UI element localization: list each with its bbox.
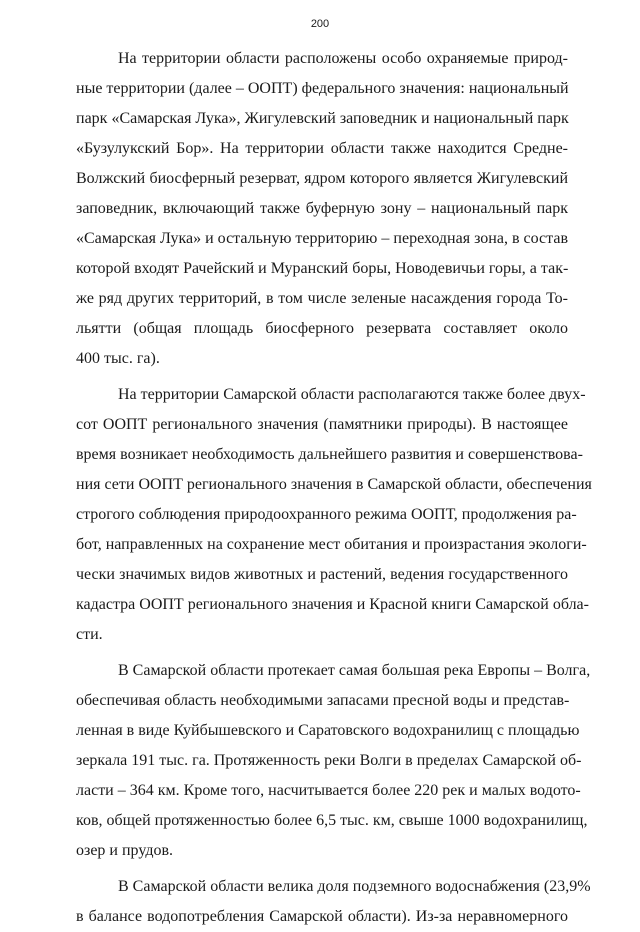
text-line: «Самарская Лука» и остальную территорию – переходная зона, в состав (76, 230, 568, 247)
text-line: время возникает необходимость дальнейшего развития и совершенствова- (76, 446, 583, 463)
text-line: сот ООПТ регионального значения (памятники природы). В настоящее (76, 416, 568, 433)
text-line: которой входят Рачейский и Муранский боры, Новодевичьи горы, а так- (76, 260, 569, 277)
text-line: льятти (общая площадь биосферного резервата составляет около (76, 320, 568, 337)
paragraph-3 (76, 656, 591, 866)
paragraph-1 (76, 44, 568, 374)
text-line: бот, направленных на сохранение мест обитания и произрастания экологи- (76, 536, 587, 553)
text-line: На территории области расположены особо охраняемые природ- (118, 50, 568, 67)
body-text (76, 44, 592, 932)
text-line: озер и прудов. (76, 842, 174, 859)
text-line: зеркала 191 тыс. га. Протяженность реки Волги в пределах Самарской об- (76, 752, 582, 769)
text-line: В Самарской области велика доля подземного водоснабжения (23,9% (118, 878, 591, 895)
text-line: ные территории (далее – ООПТ) федерального значения: национальный (76, 80, 569, 97)
page-number: 200 (310, 18, 330, 30)
text-line: 400 тыс. га). (76, 350, 160, 367)
text-line: На территории Самарской области располагаются также более двух- (118, 386, 586, 403)
text-line: кадастра ООПТ регионального значения и Красной книги Самарской обла- (76, 596, 589, 613)
text-line: ков, общей протяженностью более 6,5 тыс. км, свыше 1000 водохранилищ, (76, 812, 588, 829)
text-line: строгого соблюдения природоохранного режима ООПТ, продолжения ра- (76, 506, 577, 523)
text-line: В Самарской области протекает самая большая река Европы – Волга, (118, 662, 591, 679)
text-line: ласти – 364 км. Кроме того, насчитывается более 220 рек и малых водото- (76, 782, 581, 799)
text-line: в балансе водопотребления Самарской области). Из-за неравномерного (76, 908, 568, 925)
paragraph-2 (76, 380, 592, 650)
text-line: обеспечивая область необходимыми запасами пресной воды и представ- (76, 692, 570, 709)
text-line: ния сети ООПТ регионального значения в Самарской области, обеспечения (76, 476, 592, 493)
text-line: чески значимых видов животных и растений, ведения государственного (76, 566, 568, 583)
text-line: парк «Самарская Лука», Жигулевский заповедник и национальный парк (76, 110, 569, 127)
text-line: ленная в виде Куйбышевского и Саратовского водохранилищ с площадью (76, 722, 580, 739)
text-line: заповедник, включающий также буферную зону – национальный парк (76, 200, 568, 217)
text-line: же ряд других территорий, в том числе зеленые насаждения города То- (76, 290, 568, 307)
text-line: сти. (76, 626, 103, 643)
paragraph-4 (76, 872, 591, 932)
text-line: Волжский биосферный резерват, ядром которого является Жигулевский (76, 170, 568, 187)
text-line: «Бузулукский Бор». На территории области также находится Средне- (76, 140, 568, 157)
